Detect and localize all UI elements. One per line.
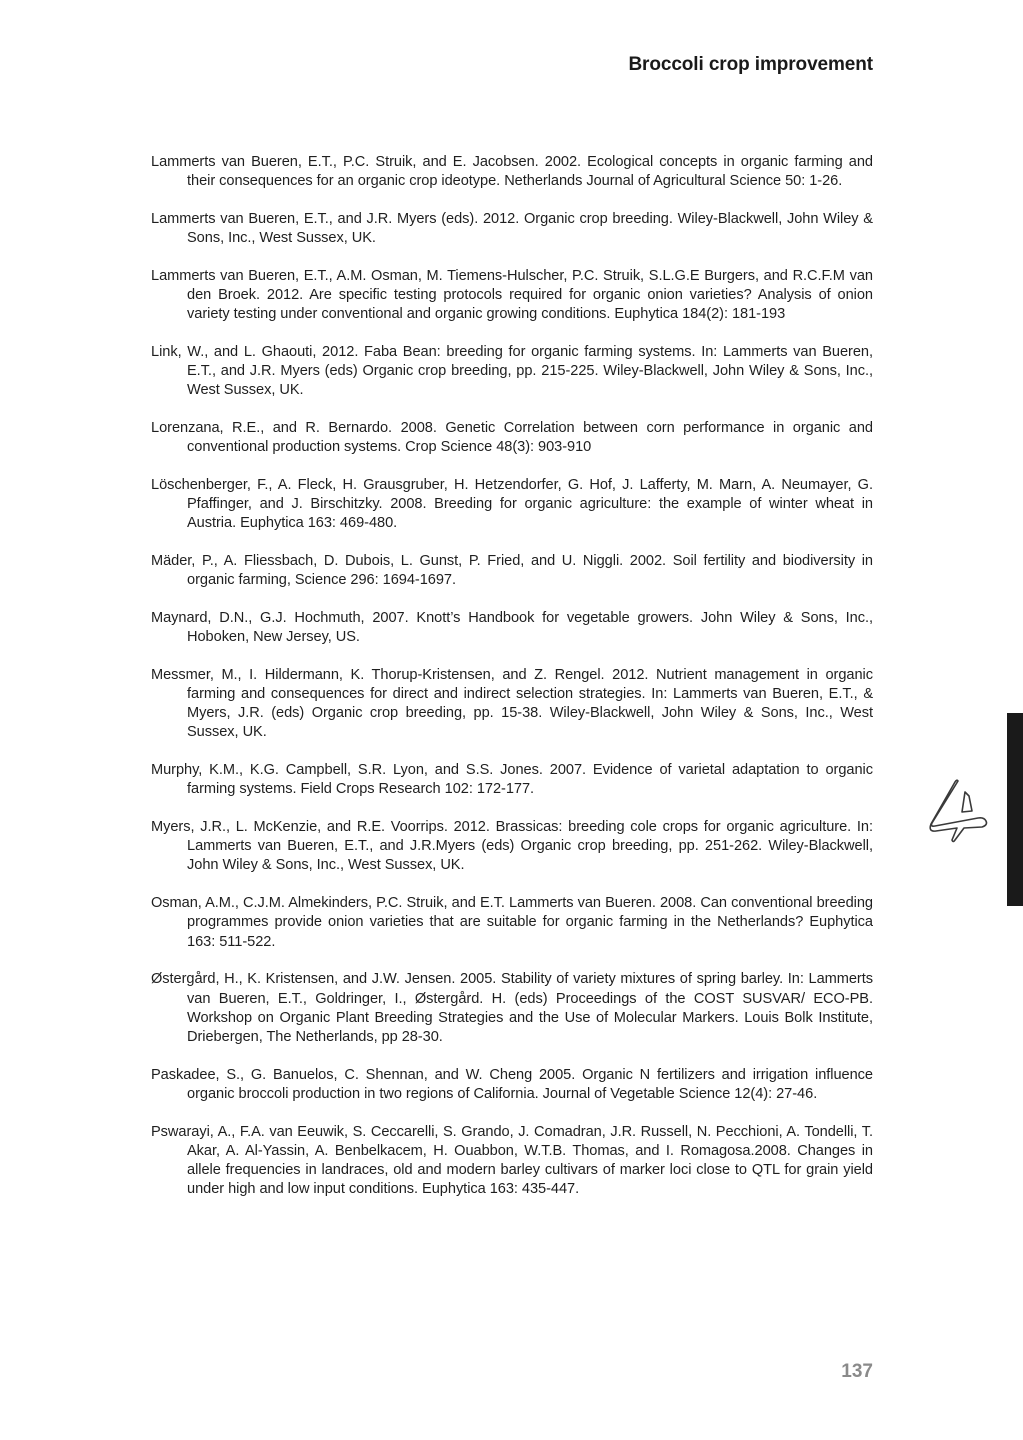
handwritten-four-icon xyxy=(928,778,990,844)
reference-item: Murphy, K.M., K.G. Campbell, S.R. Lyon, and S.S. Jones. 2007. Evidence of varietal adaptation to organic farming systems. Field Crops Research 102: 172-177. xyxy=(151,762,873,798)
reference-item: Messmer, M., I. Hildermann, K. Thorup-Kristensen, and Z. Rengel. 2012. Nutrient management in organic farming and consequences for direct and indirect selection strategies. In: Lammerts van Bueren, E.T., & Myers, J.R. (eds) Organic crop breeding, pp. 15-38. Wiley-Blackwell, John Wiley & Sons, Inc., West Sussex, UK. xyxy=(151,666,873,741)
reference-item: Pswarayi, A., F.A. van Eeuwik, S. Ceccarelli, S. Grando, J. Comadran, J.R. Russell, N. Pecchioni, A. Tondelli, T. Akar, A. Al-Yassin, A. Benbelkacem, H. Ouabbon, W.T.B. Thomas, and I. Romagosa.2008. Changes in allele frequencies in landraces, old and modern barley cultivars of marker loci close to QTL for grain yield under high and low input conditions. Euphytica 163: 435-447. xyxy=(151,1123,873,1198)
reference-item: Lammerts van Bueren, E.T., A.M. Osman, M. Tiemens-Hulscher, P.C. Struik, S.L.G.E Burgers, and R.C.F.M van den Broek. 2012. Are specific testing protocols required for organic onion varieties? Analysis of onion variety testing under conventional and organic growing conditions. Euphytica 184(2): 181-193 xyxy=(151,267,873,323)
reference-item: Maynard, D.N., G.J. Hochmuth, 2007. Knott’s Handbook for vegetable growers. John Wiley & Sons, Inc., Hoboken, New Jersey, US. xyxy=(151,609,873,646)
reference-item: Osman, A.M., C.J.M. Almekinders, P.C. Struik, and E.T. Lammerts van Bueren. 2008. Can conventional breeding programmes provide onion varieties that are suitable for organic farming in the Netherlands? Euphytica 163: 511-522. xyxy=(151,895,873,950)
reference-item: Löschenberger, F., A. Fleck, H. Grausgruber, H. Hetzendorfer, G. Hof, J. Lafferty, M. Marn, A. Neumayer, G. Pfaffinger, and J. Birschitzky. 2008. Breeding for organic agriculture: the example of winter wheat in Austria. Euphytica 163: 469-480. xyxy=(151,476,873,532)
page-number: 137 xyxy=(841,1361,873,1382)
reference-item: Mäder, P., A. Fliessbach, D. Dubois, L. Gunst, P. Fried, and U. Niggli. 2002. Soil fertility and biodiversity in organic farming, Science 296: 1694-1697. xyxy=(151,553,873,589)
reference-item: Lorenzana, R.E., and R. Bernardo. 2008. Genetic Correlation between corn performance in organic and conventional production systems. Crop Science 48(3): 903-910 xyxy=(151,420,873,456)
reference-item: Østergård, H., K. Kristensen, and J.W. Jensen. 2005. Stability of variety mixtures of spring barley. In: Lammerts van Bueren, E.T., Goldringer, I., Østergård. H. (eds) Proceedings of the COST SUSVAR/ ECO-PB. Workshop on Organic Plant Breeding Strategies and the Use of Molecular Markers. Louis Bolk Institute, Driebergen, The Netherlands, pp 28-30. xyxy=(151,971,873,1045)
running-title: Broccoli crop improvement xyxy=(628,54,873,75)
reference-item: Lammerts van Bueren, E.T., and J.R. Myers (eds). 2012. Organic crop breeding. Wiley-Blackwell, John Wiley & Sons, Inc., West Sussex, UK. xyxy=(151,210,873,247)
reference-item: Paskadee, S., G. Banuelos, C. Shennan, and W. Cheng 2005. Organic N fertilizers and irrigation influence organic broccoli production in two regions of California. Journal of Vegetable Science 12(4): 27-46. xyxy=(151,1066,873,1102)
reference-item: Myers, J.R., L. McKenzie, and R.E. Voorrips. 2012. Brassicas: breeding cole crops for organic agriculture. In: Lammerts van Bueren, E.T., and J.R.Myers (eds) Organic crop breeding, pp. 251-262. Wiley-Blackwell, John Wiley & Sons, Inc., West Sussex, UK. xyxy=(151,819,873,874)
reference-list xyxy=(151,153,873,1218)
chapter-tab xyxy=(1007,713,1023,906)
reference-item: Link, W., and L. Ghaouti, 2012. Faba Bean: breeding for organic farming systems. In: Lammerts van Bueren, E.T., and J.R. Myers (eds) Organic crop breeding, pp. 215-225. Wiley-Blackwell, John Wiley & Sons, Inc., West Sussex, UK. xyxy=(151,343,873,399)
reference-item: Lammerts van Bueren, E.T., P.C. Struik, and E. Jacobsen. 2002. Ecological concepts in organic farming and their consequences for an organic crop ideotype. Netherlands Journal of Agricultural Science 50: 1-26. xyxy=(151,154,873,190)
